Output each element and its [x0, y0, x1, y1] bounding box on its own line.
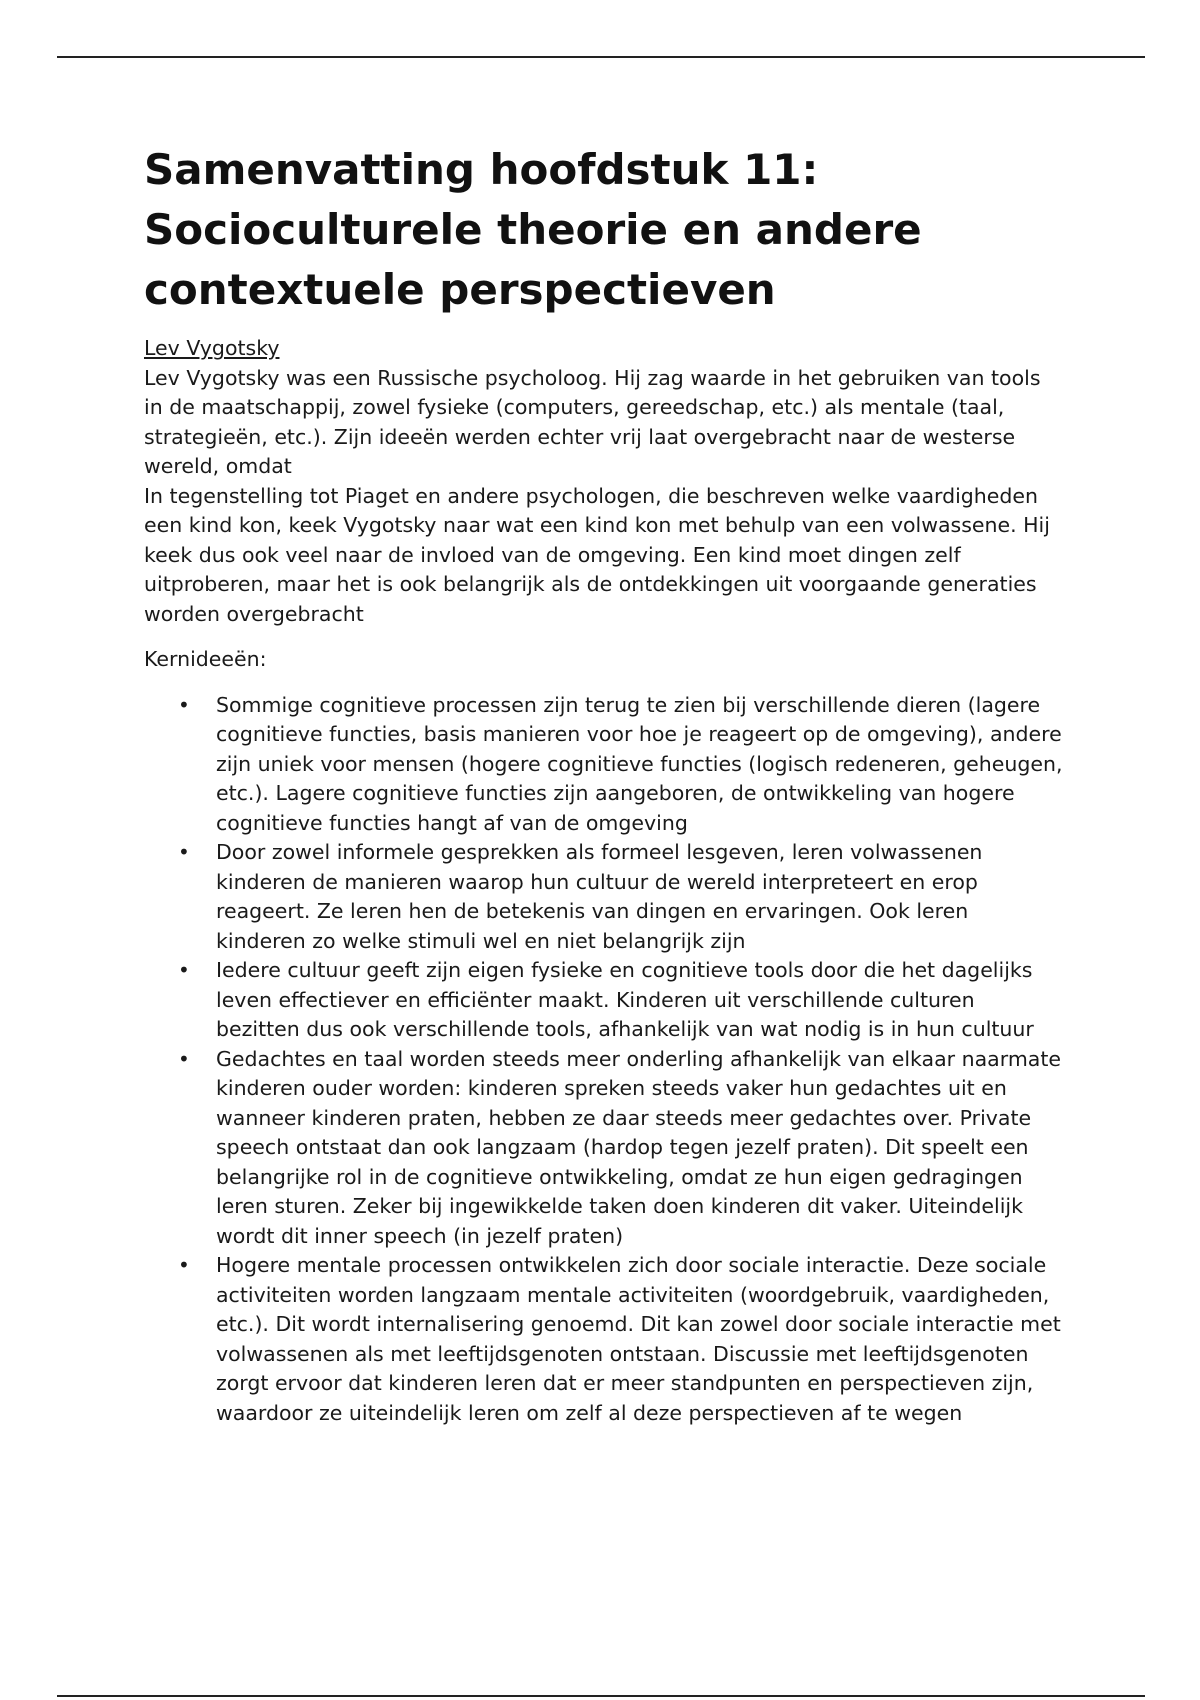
top-rule — [57, 56, 1145, 58]
key-ideas-list — [144, 691, 1064, 1429]
page-title: Samenvatting hoofdstuk 11: Socioculturele theorie en andere contextuele perspectieven — [144, 145, 922, 314]
list-item-text: Hogere mentale processen ontwikkelen zich door sociale interactie. Deze sociale activiteiten worden langzaam mentale activiteiten (woordgebruik, vaardigheden, etc.). Dit wordt internalisering genoemd. Dit kan zowel door sociale interactie met volwassenen als met leeftijdsgenoten ontstaan. Discussie met leeftijdsgenoten zorgt ervoor dat kinderen leren dat er meer standpunten en perspectieven zijn, waardoor ze uiteindelijk leren om zelf al deze perspectieven af te wegen — [216, 1253, 1061, 1425]
bottom-rule — [57, 1695, 1145, 1697]
list-item — [144, 956, 1064, 1045]
key-ideas-label: Kernideeën: — [144, 647, 267, 671]
list-item — [144, 1045, 1064, 1252]
bullet-icon: • — [178, 692, 190, 717]
bullet-icon: • — [178, 958, 190, 982]
document-body — [144, 140, 1064, 1428]
list-item — [144, 1251, 1064, 1428]
list-item-text: Gedachtes en taal worden steeds meer onderling afhankelijk van elkaar naarmate kinderen ouder worden: kinderen spreken steeds vaker hun gedachtes uit en wanneer kinderen praten, hebben ze daar steeds meer gedachtes over. Private speech ontstaat dan ook langzaam (hardop tegen jezelf praten). Dit speelt een belangrijke rol in de cognitieve ontwikkeling, omdat ze hun eigen gedragingen leren sturen. Zeker bij ingewikkelde taken doen kinderen dit vaker. Uiteindelijk wordt dit inner speech (in jezelf praten) — [216, 1046, 1061, 1248]
intro-paragraph-2: In tegenstelling tot Piaget en andere psychologen, die beschreven welke vaardigheden een kind kon, keek Vygotsky naar wat een kind kon met behulp van een volwassene. Hij keek dus ook veel naar de invloed van de omgeving. Een kind moet dingen zelf uitproberen, maar het is ook belangrijk als de ontdekkingen uit voorgaande generaties worden overgebracht — [144, 483, 1050, 626]
bullet-icon: • — [178, 840, 190, 864]
section-heading: Lev Vygotsky — [144, 336, 280, 360]
intro-paragraph-1: Lev Vygotsky was een Russische psycholoog. Hij zag waarde in het gebruiken van tools in de maatschappij, zowel fysieke (computers, gereedschap, etc.) als mentale (taal, strategieën, etc.). Zijn ideeën werden echter vrij laat overgebracht naar de westerse wereld, omdat — [144, 365, 1041, 478]
bullet-icon: • — [178, 1253, 190, 1277]
list-item-text: Sommige cognitieve processen zijn terug te zien bij verschillende dieren (lagere cognitieve functies, basis manieren voor hoe je reageert op de omgeving), andere zijn uniek voor mensen (hogere cognitieve functies (logisch redeneren, geheugen, etc.). Lagere cognitieve functies zijn aangeboren, de ontwikkeling van hogere cognitieve functies hangt af van de omgeving — [216, 692, 1063, 835]
list-item — [144, 838, 1064, 956]
bullet-icon: • — [178, 1046, 190, 1071]
list-item-text: Door zowel informele gesprekken als formeel lesgeven, leren volwassenen kinderen de manieren waarop hun cultuur de wereld interpreteert en erop reageert. Ze leren hen de betekenis van dingen en ervaringen. Ook leren kinderen zo welke stimuli wel en niet belangrijk zijn — [216, 840, 983, 953]
list-item-text: Iedere cultuur geeft zijn eigen fysieke en cognitieve tools door die het dagelijks leven effectiever en efficiënter maakt. Kinderen uit verschillende culturen bezitten dus ook verschillende tools, afhankelijk van wat nodig is in hun cultuur — [216, 958, 1034, 1041]
list-item — [144, 691, 1064, 839]
